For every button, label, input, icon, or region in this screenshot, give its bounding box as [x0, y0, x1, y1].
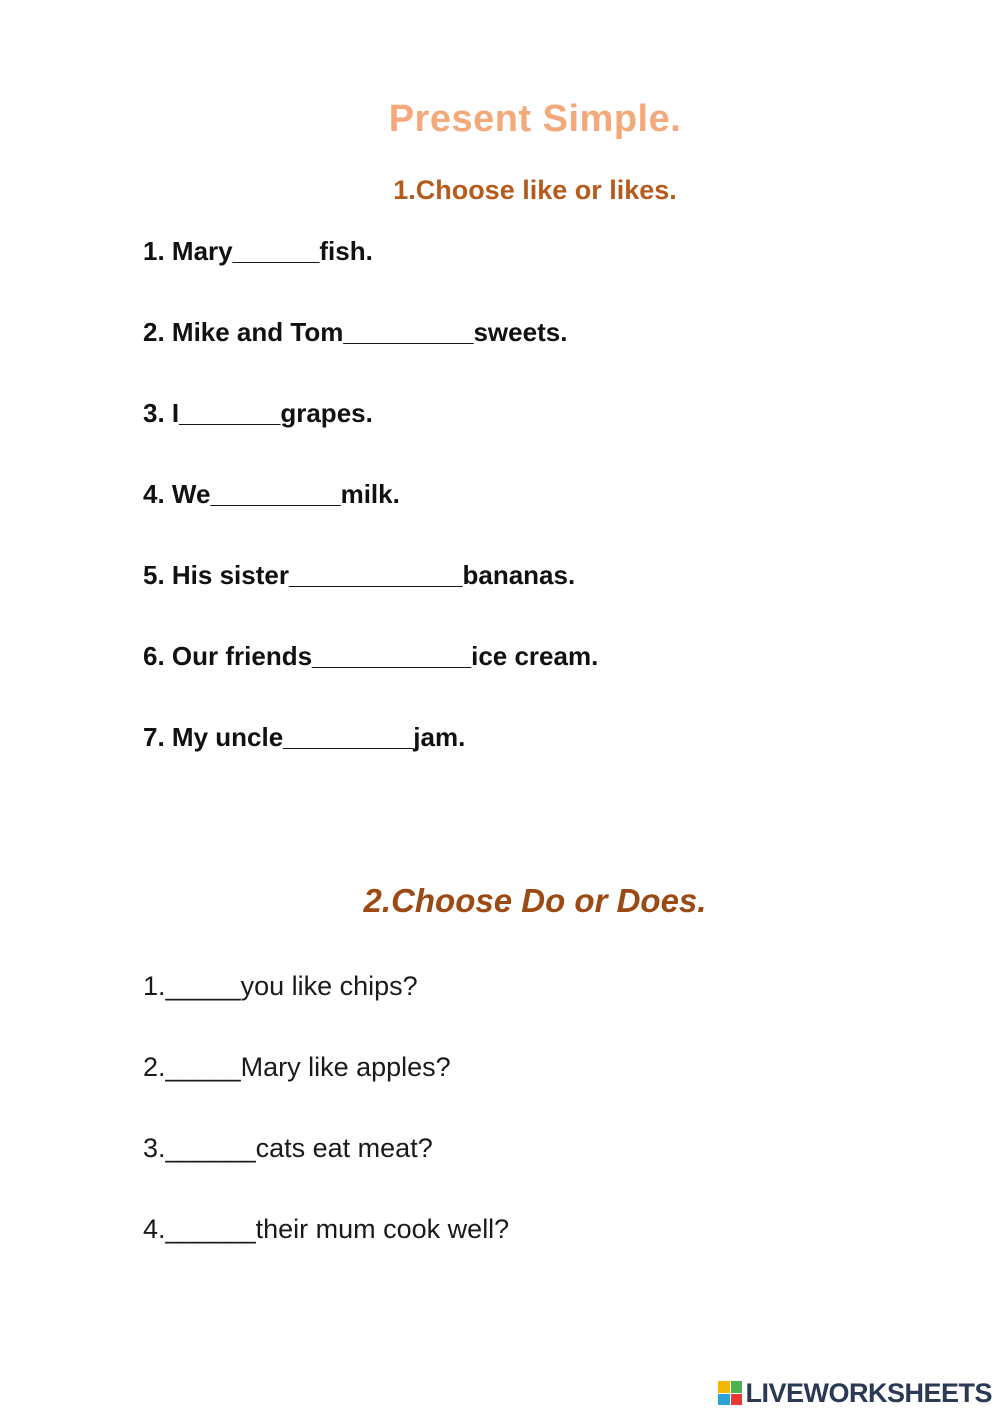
exercise-1-item-1: 1. Mary______fish. [143, 236, 373, 266]
section-1-heading: 1.Choose like or likes. [393, 175, 677, 205]
page-title: Present Simple. [388, 98, 682, 140]
exercise-1-item-2: 2. Mike and Tom_________sweets. [143, 317, 568, 347]
exercise-2-item-1: 1._____you like chips? [143, 971, 418, 1001]
exercise-1-item-4: 4. We_________milk. [143, 479, 400, 509]
exercise-1-item-5: 5. His sister____________bananas. [143, 560, 576, 590]
section-2-heading: 2.Choose Do or Does. [363, 882, 707, 919]
exercise-2-item-3: 3.______cats eat meat? [143, 1133, 433, 1163]
liveworksheets-watermark [718, 1379, 992, 1407]
exercise-1-item-7: 7. My uncle_________jam. [143, 722, 466, 752]
exercise-2-item-2: 2._____Mary like apples? [143, 1052, 451, 1082]
exercise-2-item-4: 4.______their mum cook well? [143, 1214, 510, 1244]
exercise-1-item-6: 6. Our friends___________ice cream. [143, 641, 599, 671]
liveworksheets-logo-icon [718, 1381, 742, 1405]
watermark-text: LIVEWORKSHEETS [745, 1377, 992, 1408]
exercise-1-item-3: 3. I_______grapes. [143, 398, 373, 428]
